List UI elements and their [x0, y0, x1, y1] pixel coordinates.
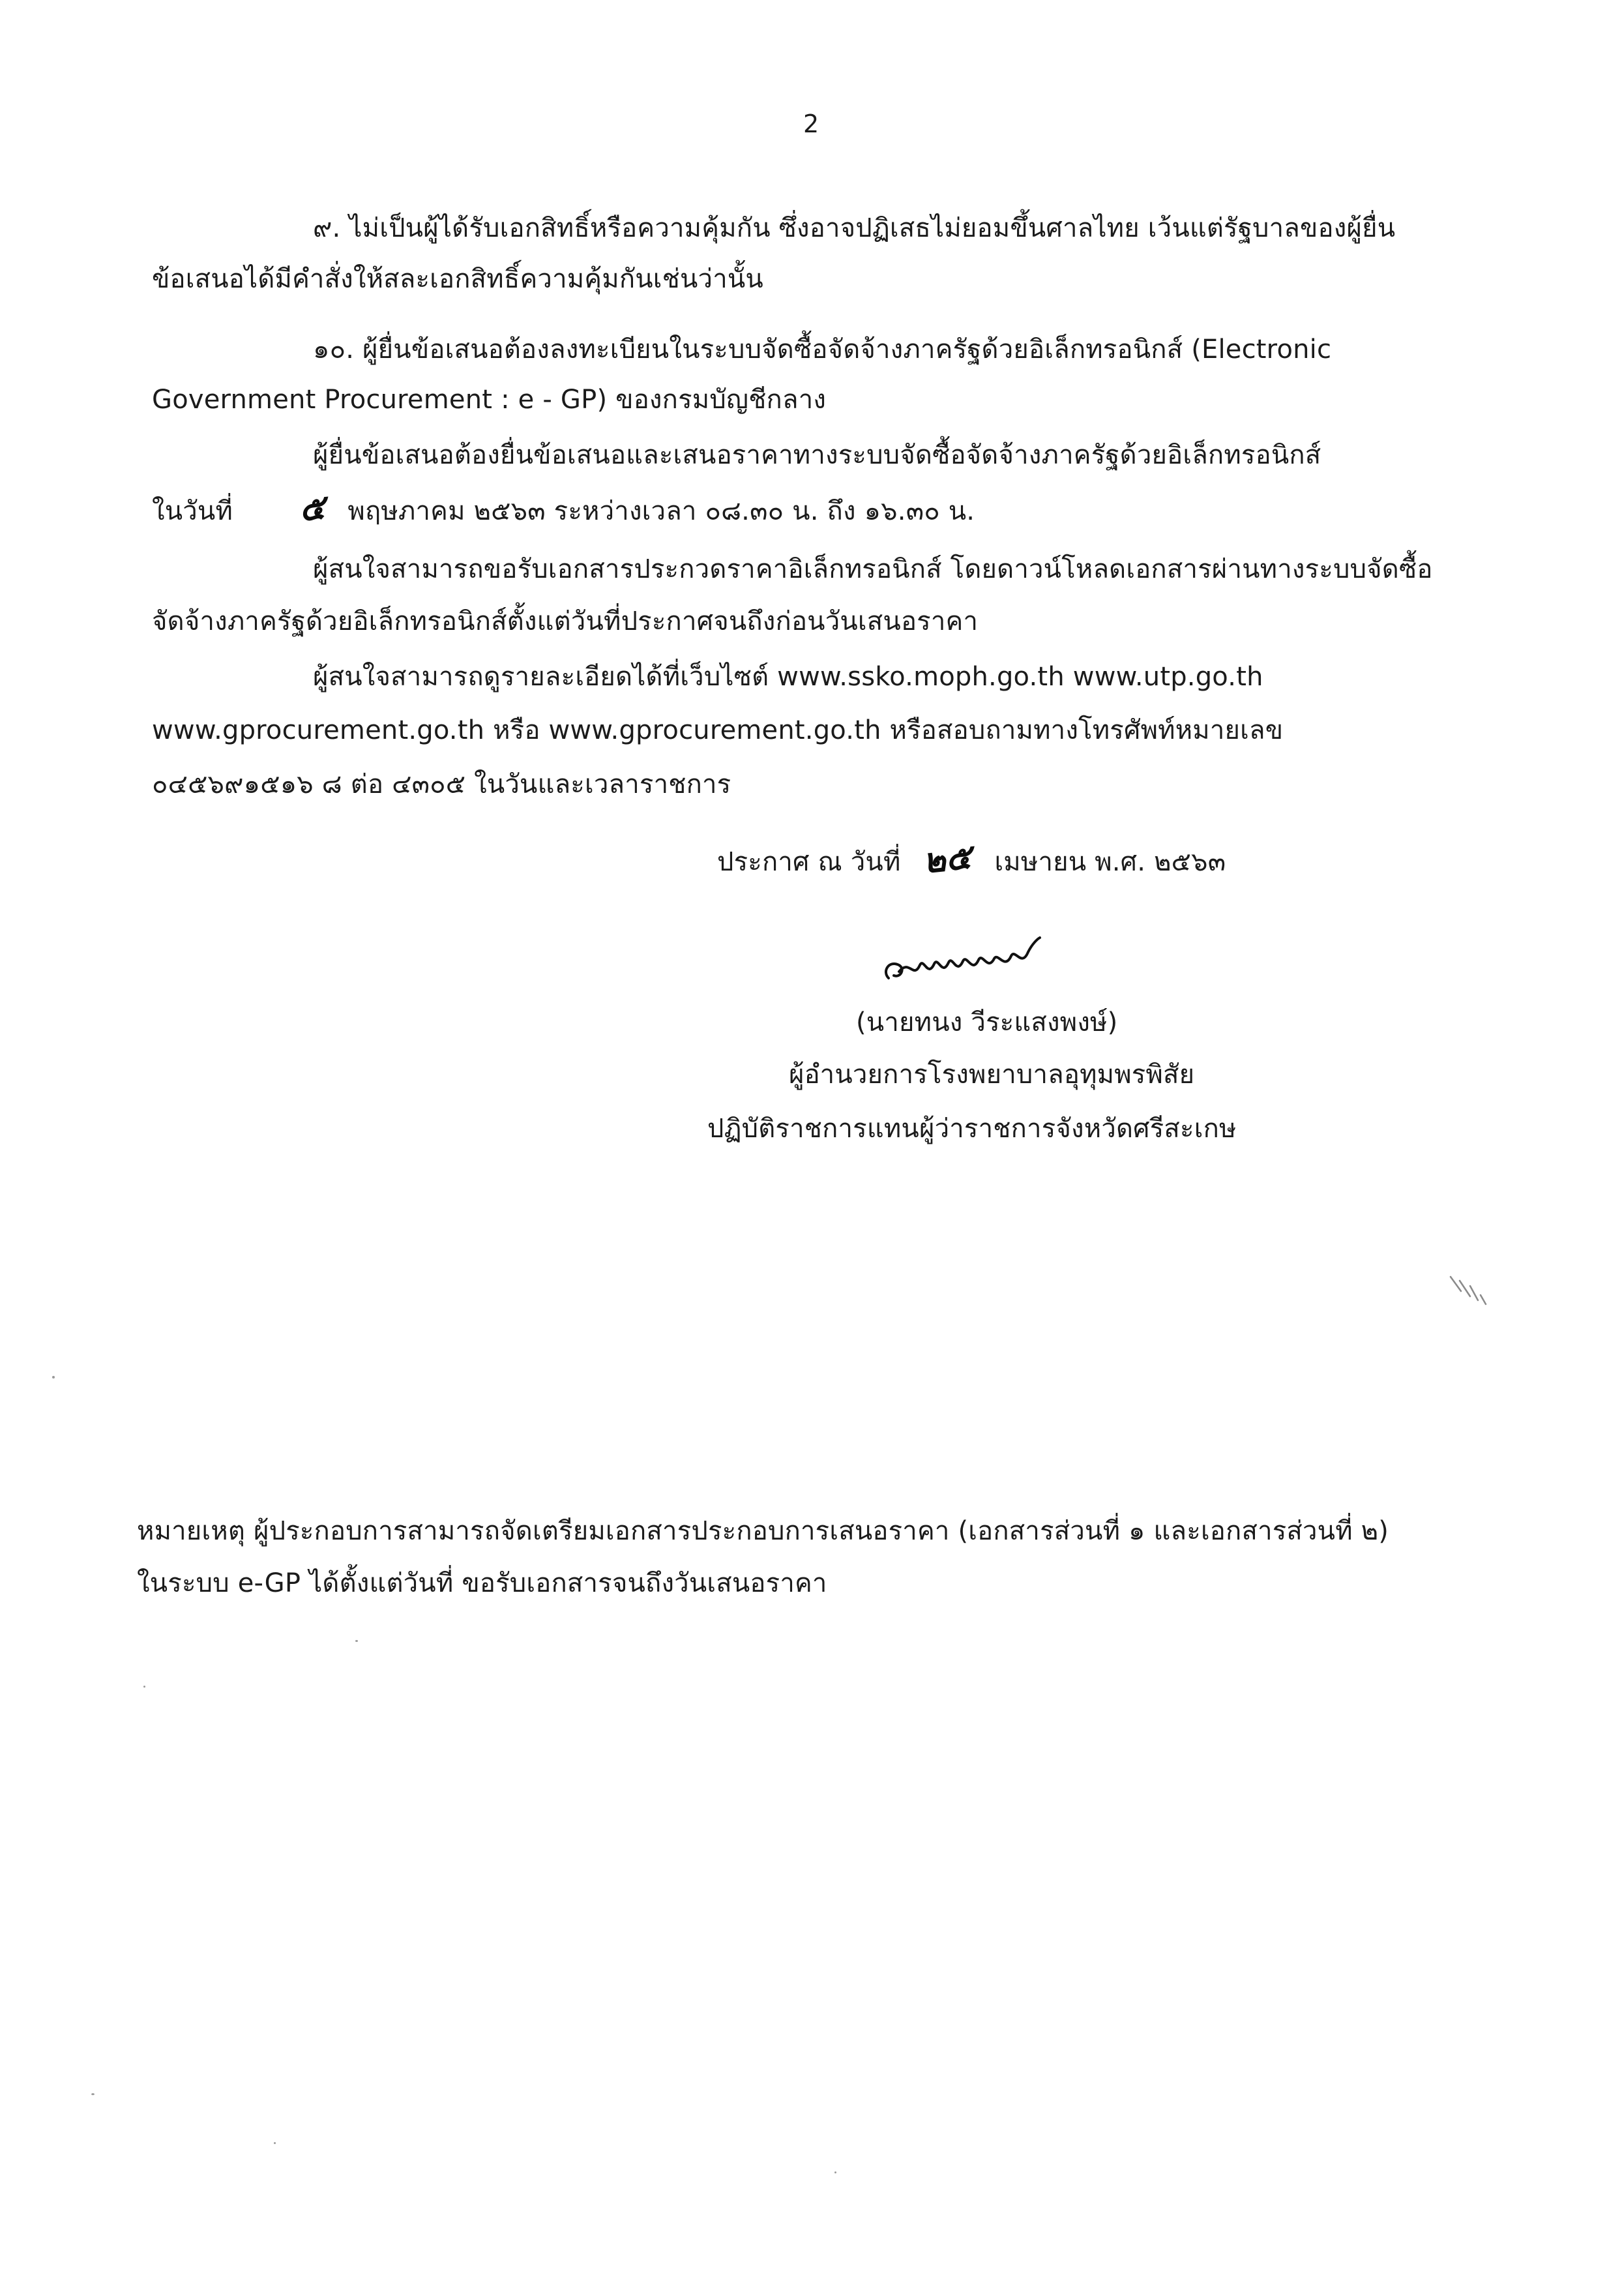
- download-line-1: ผู้สนใจสามารถขอรับเอกสารประกวดราคาอิเล็กทรอนิกส์ โดยดาวน์โหลดเอกสารผ่านทางระบบจัดซื้อ: [313, 554, 1433, 584]
- handwritten-submission-day: ๕: [297, 487, 327, 529]
- submission-date-rest: พฤษภาคม ๒๕๖๓ ระหว่างเวลา ๐๘.๓๐ น. ถึง ๑๖.๓๐ น.: [347, 496, 975, 526]
- scan-speck: [52, 1376, 55, 1379]
- contact-line-2: www.gprocurement.go.th หรือ www.gprocurement.go.th หรือสอบถามทางโทรศัพท์หมายเลข: [152, 715, 1284, 745]
- contact-line-3: ๐๔๕๖๙๑๕๑๖ ๘ ต่อ ๔๓๐๕ ในวันและเวลาราชการ: [152, 769, 731, 799]
- scan-speck: [143, 1686, 145, 1688]
- handwritten-signature: [877, 932, 1072, 998]
- announcement-prefix: ประกาศ ณ วันที่: [717, 847, 901, 877]
- note-line-1: หมายเหตุ ผู้ประกอบการสามารถจัดเตรียมเอกสารประกอบการเสนอราคา (เอกสารส่วนที่ ๑ และเอกสารส่วนที่ ๒): [137, 1516, 1389, 1546]
- clause-9-line-2: ข้อเสนอได้มีคำสั่งให้สละเอกสิทธิ์ความคุ้มกันเช่นว่านั้น: [152, 264, 763, 294]
- announcement-suffix: เมษายน พ.ศ. ๒๕๖๓: [994, 847, 1226, 877]
- page-number: 2: [803, 110, 819, 138]
- signatory-position: ผู้อำนวยการโรงพยาบาลอุทุมพรพิสัย: [789, 1060, 1195, 1090]
- submission-date-prefix: ในวันที่: [152, 496, 233, 526]
- announcement-date-line: [717, 837, 1226, 882]
- clause-10-line-1: ๑๐. ผู้ยื่นข้อเสนอต้องลงทะเบียนในระบบจัดซื้อจัดจ้างภาครัฐด้วยอิเล็กทรอนิกส์ (Electronic: [313, 335, 1332, 365]
- scan-speck: [274, 2142, 276, 2144]
- handwritten-announcement-day: ๒๕: [921, 837, 974, 882]
- clause-9-line-1: ๙. ไม่เป็นผู้ได้รับเอกสิทธิ์หรือความคุ้มกัน ซึ่งอาจปฏิเสธไม่ยอมขึ้นศาลไทย เว้นแต่รัฐบาลของผู้ยื่น: [313, 213, 1396, 243]
- scan-speck: [91, 2093, 95, 2095]
- scan-speck: [834, 2171, 836, 2173]
- submission-line-1: ผู้ยื่นข้อเสนอต้องยื่นข้อเสนอและเสนอราคาทางระบบจัดซื้อจัดจ้างภาครัฐด้วยอิเล็กทรอนิกส์: [313, 440, 1321, 470]
- scan-speck: [355, 1640, 358, 1642]
- stray-pen-marks: [1444, 1272, 1496, 1311]
- signatory-acting: ปฏิบัติราชการแทนผู้ว่าราชการจังหวัดศรีสะเกษ: [707, 1114, 1237, 1144]
- note-line-2: ในระบบ e-GP ได้ตั้งแต่วันที่ ขอรับเอกสารจนถึงวันเสนอราคา: [137, 1568, 827, 1598]
- clause-10-line-2: Government Procurement : e - GP) ของกรมบัญชีกลาง: [152, 385, 827, 415]
- submission-date-line: [152, 487, 975, 529]
- download-line-2: จัดจ้างภาครัฐด้วยอิเล็กทรอนิกส์ตั้งแต่วันที่ประกาศจนถึงก่อนวันเสนอราคา: [152, 606, 979, 636]
- contact-line-1: ผู้สนใจสามารถดูรายละเอียดได้ที่เว็บไซต์ www.ssko.moph.go.th www.utp.go.th: [313, 662, 1263, 692]
- signatory-name: (นายทนง วีระแสงพงษ์): [856, 1007, 1118, 1037]
